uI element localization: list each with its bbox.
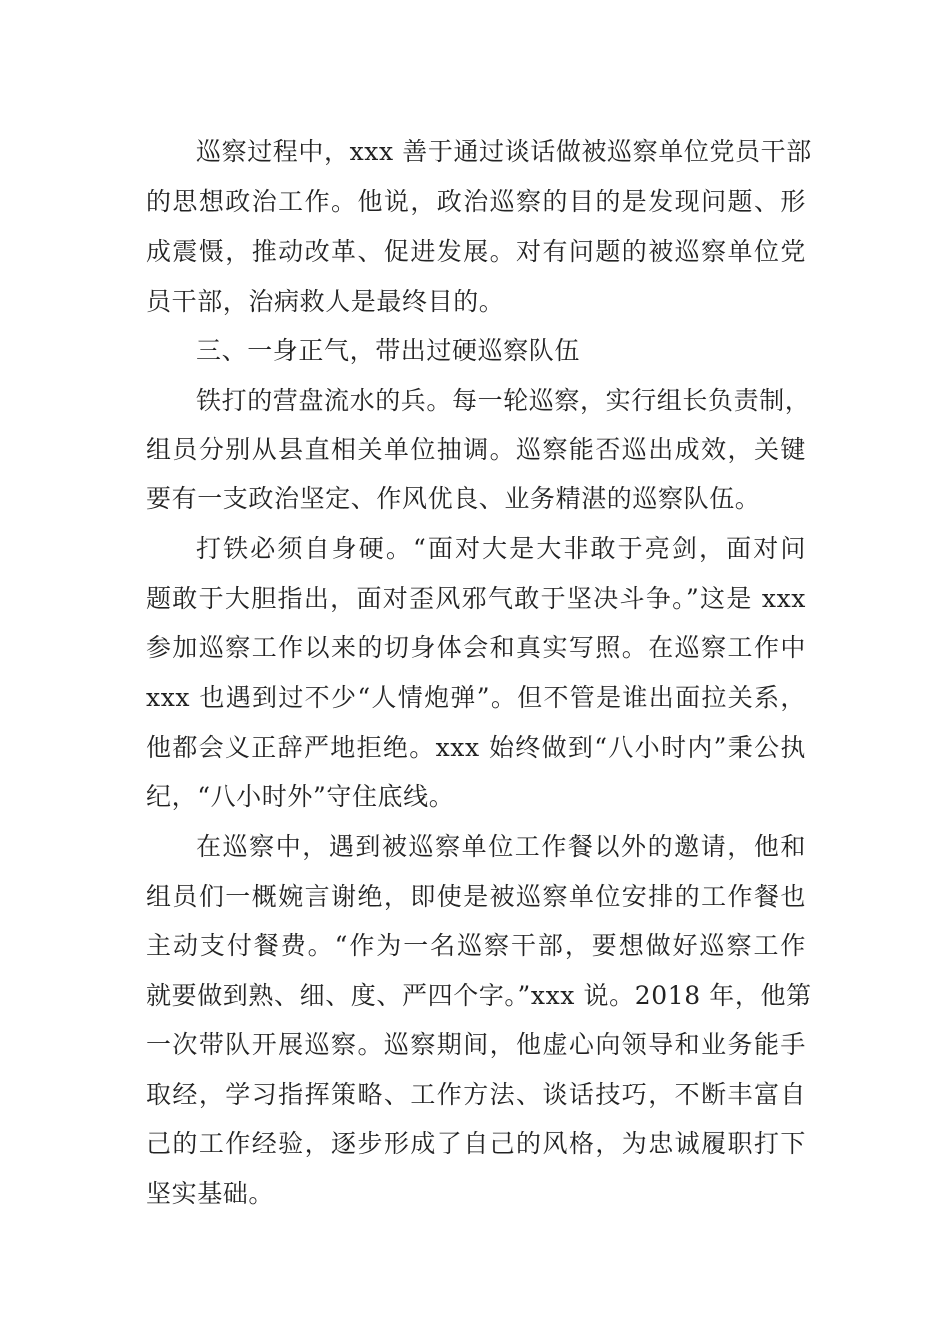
paragraph-line: 在巡察中，遇到被巡察单位工作餐以外的邀请，他和 (196, 832, 806, 861)
paragraph-line: 成震慑，推动改革、促进发展。对有问题的被巡察单位党 (146, 237, 806, 266)
paragraph-line: 就要做到熟、细、度、严四个字。”xxx 说。2018 年，他第 (146, 981, 812, 1010)
paragraph-line: 要有一支政治坚定、作风优良、业务精湛的巡察队伍。 (146, 484, 761, 513)
paragraph-line: 员干部，治病救人是最终目的。 (146, 287, 505, 316)
paragraph-line: 铁打的营盘流水的兵。每一轮巡察，实行组长负责制， (196, 386, 811, 415)
paragraph-line: 组员分别从县直相关单位抽调。巡察能否巡出成效，关键 (146, 435, 806, 464)
paragraph-line: 的思想政治工作。他说，政治巡察的目的是发现问题、形 (146, 187, 806, 216)
paragraph-line: 坚实基础。 (146, 1179, 275, 1208)
paragraph-line: 题敢于大胆指出，面对歪风邪气敢于坚决斗争。”这是 xxx (146, 584, 806, 613)
section-heading: 三、一身正气，带出过硬巡察队伍 (196, 336, 581, 365)
paragraph-line: 一次带队开展巡察。巡察期间，他虚心向领导和业务能手 (146, 1030, 806, 1059)
paragraph-line: xxx 也遇到过不少“人情炮弹”。但不管是谁出面拉关系， (146, 683, 806, 712)
paragraph-line: 参加巡察工作以来的切身体会和真实写照。在巡察工作中 (146, 633, 806, 662)
paragraph-line: 取经，学习指挥策略、工作方法、谈话技巧，不断丰富自 (146, 1080, 806, 1109)
paragraph-line: 组员们一概婉言谢绝，即使是被巡察单位安排的工作餐也 (146, 882, 806, 911)
paragraph-line: 巡察过程中，xxx 善于通过谈话做被巡察单位党员干部 (196, 137, 812, 166)
paragraph-line: 打铁必须自身硬。“面对大是大非敢于亮剑，面对问 (196, 534, 806, 563)
paragraph-line: 主动支付餐费。“作为一名巡察干部，要想做好巡察工作 (146, 931, 806, 960)
paragraph-line: 纪，“八小时外”守住底线。 (146, 782, 455, 811)
paragraph-line: 己的工作经验，逐步形成了自己的风格，为忠诚履职打下 (146, 1129, 806, 1158)
paragraph-line: 他都会义正辞严地拒绝。xxx 始终做到“八小时内”秉公执 (146, 733, 806, 762)
